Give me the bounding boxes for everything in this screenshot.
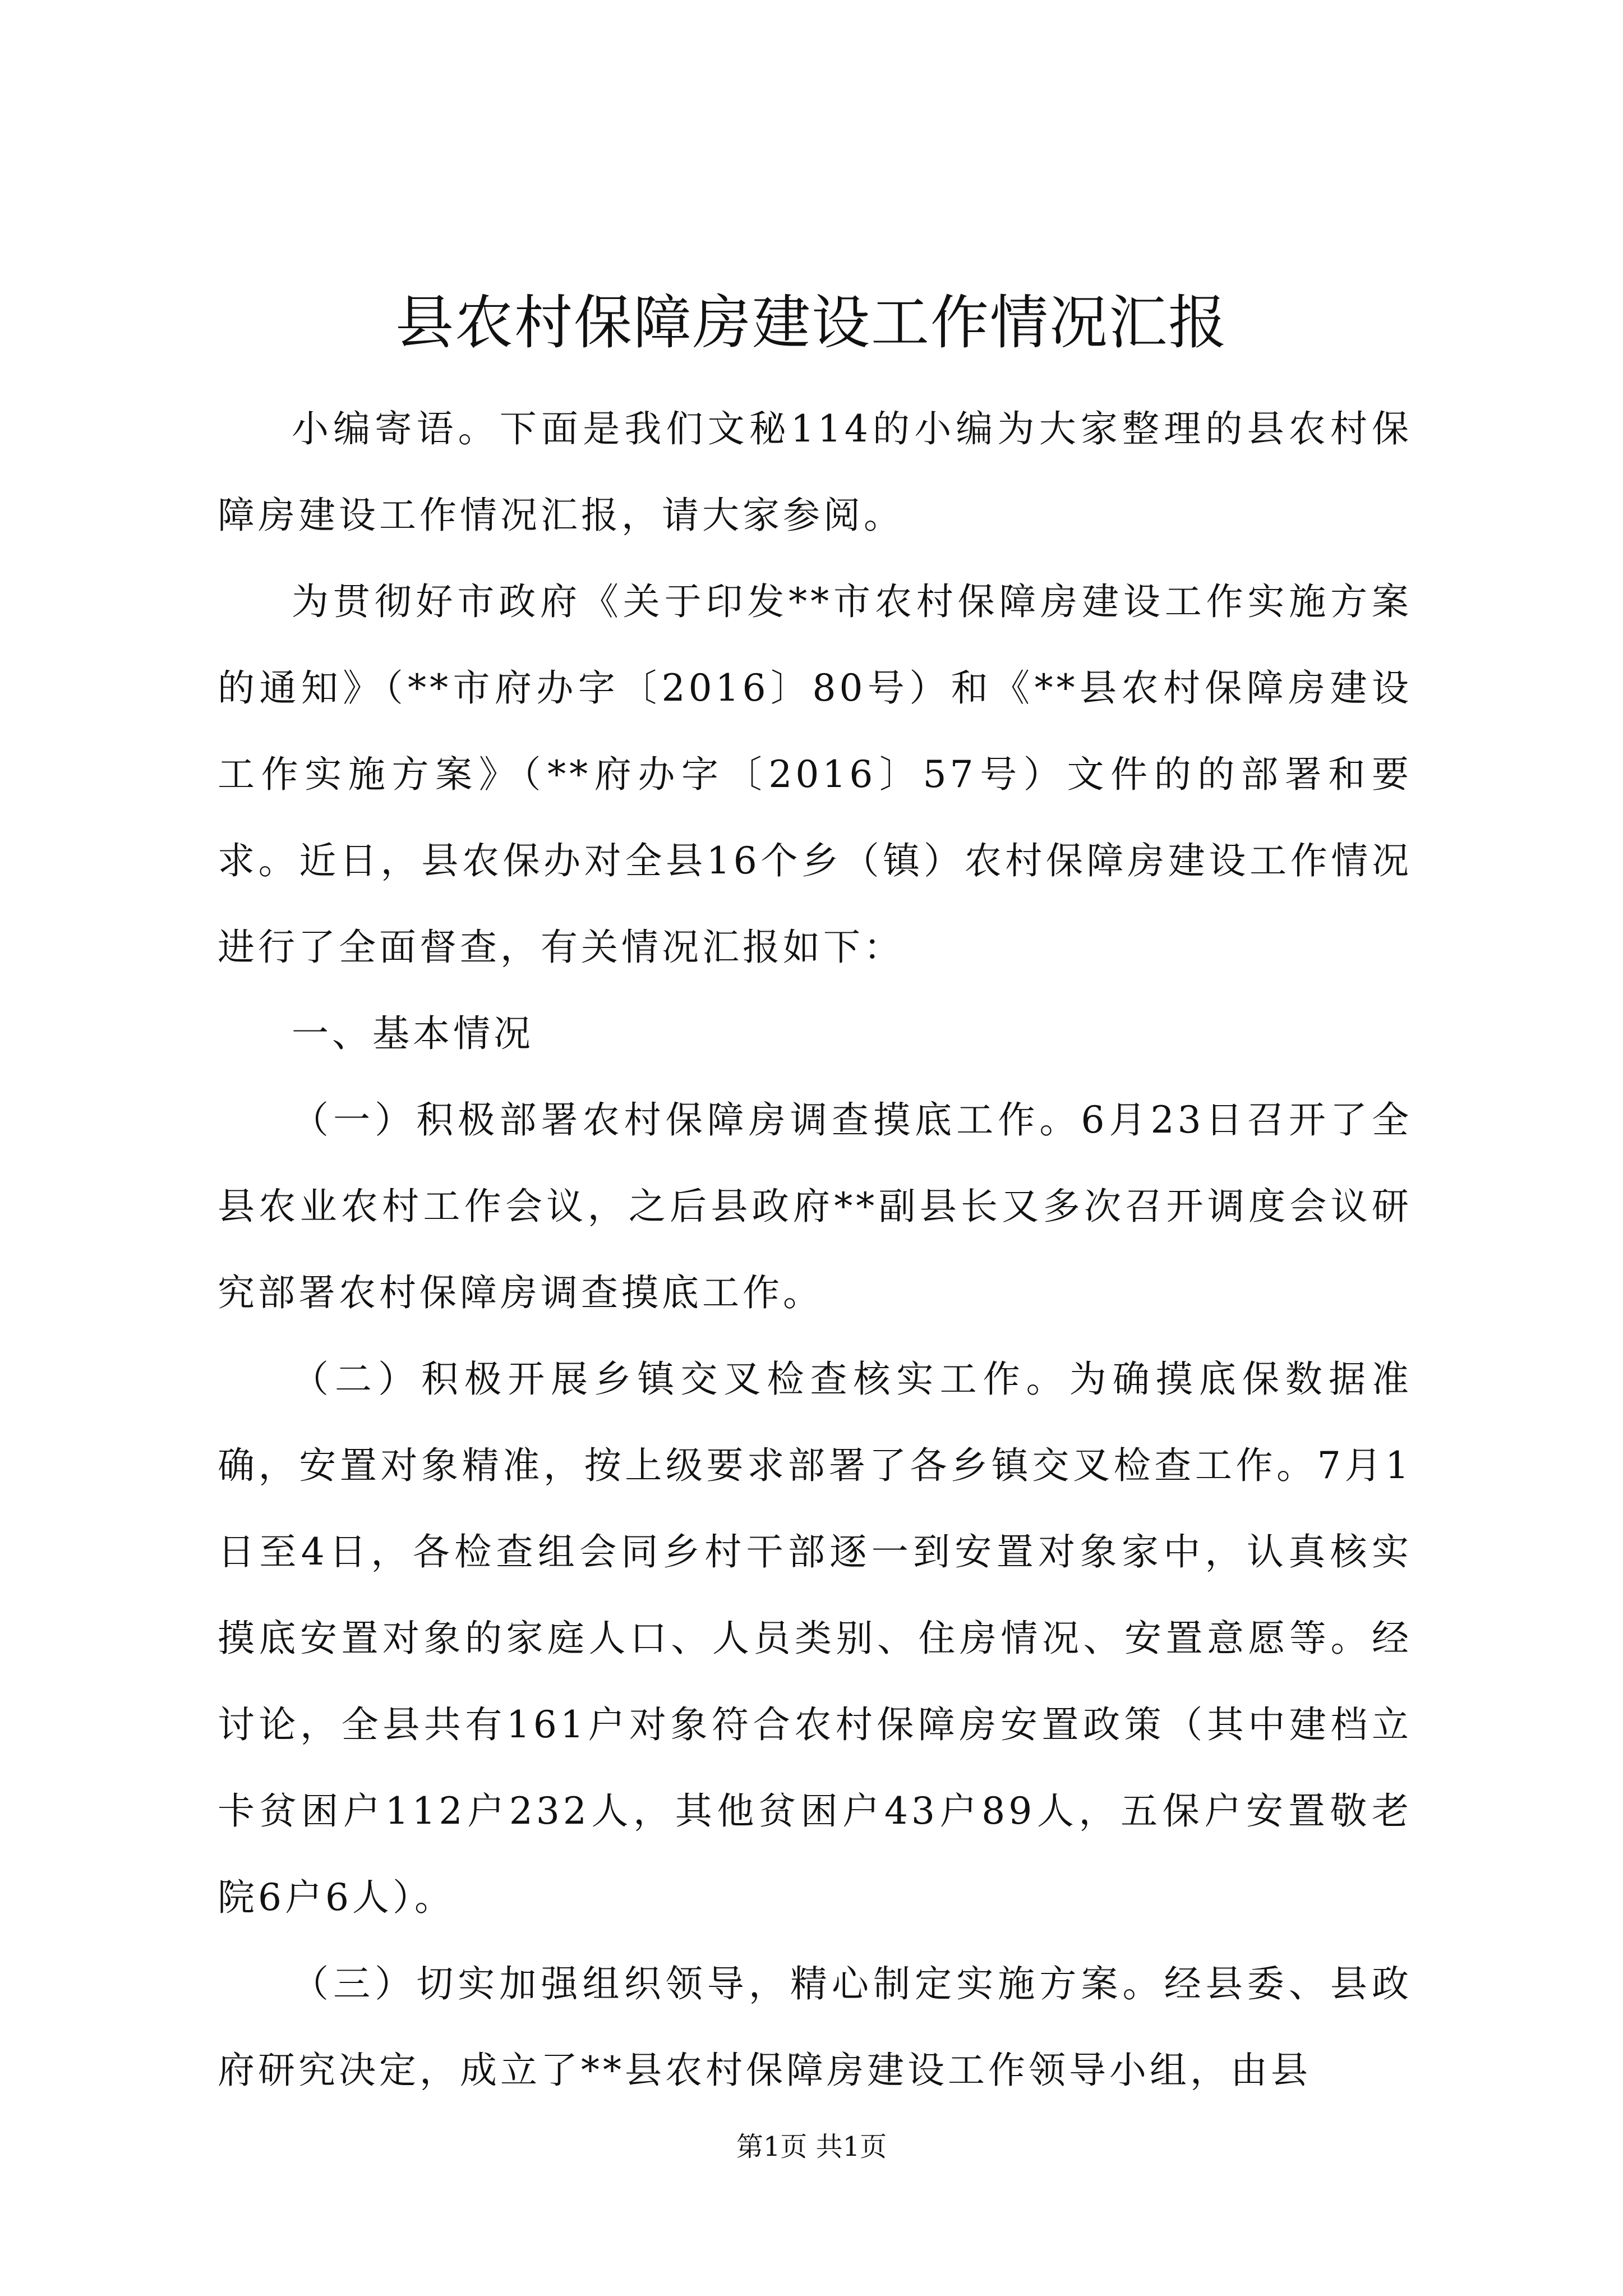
section-paragraph-2: （二）积极开展乡镇交叉检查核实工作。为确摸底保数据准确，安置对象精准，按上级要求部署了各乡镇交叉检查工作。7月1日至4日，各检查组会同乡村干部逐一到安置对象家中，认真核实摸底安置对象的家庭人口、人员类别、住房情况、安置意愿等。经讨论，全县共有161户对象符合农村保障房安置政策（其中建档立卡贫困户112户232人，其他贫困户43户89人，五保户安置敬老院6户6人）。: [218, 1358, 1412, 1919]
section-paragraph-1: （一）积极部署农村保障房调查摸底工作。6月23日召开了全县农业农村工作会议，之后县政府**副县长又多次召开调度会议研究部署农村保障房调查摸底工作。: [218, 1098, 1412, 1314]
section-heading: 一、基本情况: [292, 1012, 534, 1055]
section-paragraph-3: （三）切实加强组织领导，精心制定实施方案。经县委、县政府研究决定，成立了**县农村保障房建设工作领导小组，由县: [218, 1962, 1412, 2092]
intro-paragraph: 小编寄语。下面是我们文秘114的小编为大家整理的县农村保障房建设工作情况汇报，请大家参阅。: [218, 407, 1412, 537]
background-paragraph: 为贯彻好市政府《关于印发**市农村保障房建设工作实施方案的通知》（**市府办字〔2016〕80号）和《**县农村保障房建设工作实施方案》（**府办字〔2016〕57号）文件的的部署和要求。近日，县农保办对全县16个乡（镇）农村保障房建设工作情况进行了全面督查，有关情况汇报如下：: [218, 580, 1412, 969]
page-footer: 第1页 共1页: [736, 2131, 887, 2162]
document-body: [218, 386, 1412, 2114]
document-title: 县农村保障房建设工作情况汇报: [395, 288, 1228, 357]
